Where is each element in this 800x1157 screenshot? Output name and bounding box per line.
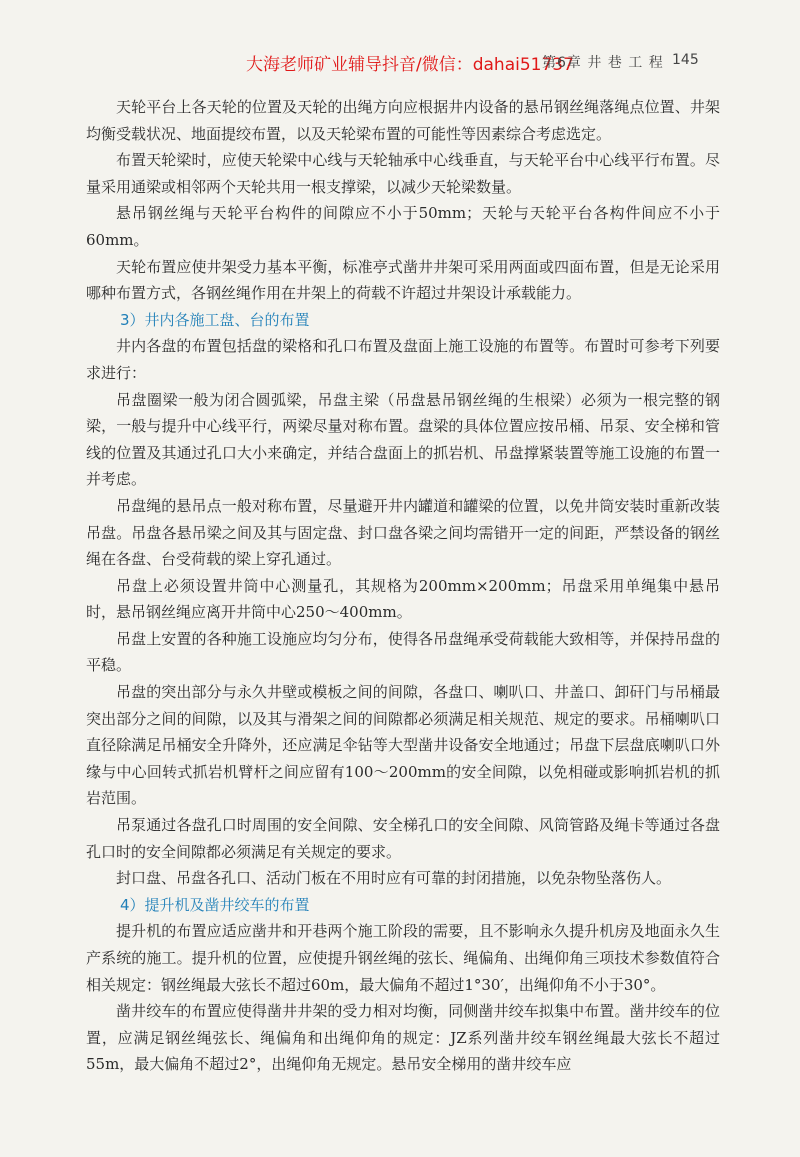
paragraph: 吊泵通过各盘孔口时周围的安全间隙、安全梯孔口的安全间隙、风筒管路及绳卡等通过各盘孔口时的安全间隙都必须满足有关规定的要求。 bbox=[86, 816, 720, 861]
paragraph: 悬吊钢丝绳与天轮平台构件的间隙应不小于50mm；天轮与天轮平台各构件间应不小于60mm。 bbox=[86, 204, 720, 249]
paragraph: 吊盘圈梁一般为闭合圆弧梁，吊盘主梁（吊盘悬吊钢丝绳的生根梁）必须为一根完整的钢梁，一般与提升中心线平行，两梁尽量对称布置。盘梁的具体位置应按吊桶、吊泵、安全梯和管线的位置及其通过孔口大小来确定，并结合盘面上的抓岩机、吊盘撑紧装置等施工设施的布置一并考虑。 bbox=[86, 390, 720, 489]
chapter-title: 第6章 井 巷 工 程 bbox=[542, 55, 664, 71]
paragraph: 布置天轮梁时，应使天轮梁中心线与天轮轴承中心线垂直，与天轮平台中心线平行布置。尽量采用通梁或相邻两个天轮共用一根支撑梁，以减少天轮梁数量。 bbox=[86, 151, 720, 196]
paragraph: 吊盘绳的悬吊点一般对称布置，尽量避开井内罐道和罐梁的位置，以免井筒安装时重新改装吊盘。吊盘各悬吊梁之间及其与固定盘、封口盘各梁之间均需错开一定的间距，严禁设备的钢丝绳在各盘、台受荷载的梁上穿孔通过。 bbox=[86, 496, 720, 569]
watermark-text: 大海老师矿业辅导抖音/微信：dahai51737 bbox=[246, 55, 574, 75]
page-header bbox=[0, 50, 800, 80]
section-heading-3: 3）井内各施工盘、台的布置 bbox=[120, 310, 310, 329]
section-heading-4: 4）提升机及凿井绞车的布置 bbox=[120, 895, 310, 914]
paragraph: 天轮平台上各天轮的位置及天轮的出绳方向应根据井内设备的悬吊钢丝绳落绳点位置、井架均衡受载状况、地面提绞布置，以及天轮梁布置的可能性等因素综合考虑选定。 bbox=[86, 98, 720, 143]
paragraph: 吊盘上安置的各种施工设施应均匀分布，使得各吊盘绳承受荷载能大致相等，并保持吊盘的平稳。 bbox=[86, 629, 720, 675]
page-number: 145 bbox=[672, 52, 699, 68]
paragraph: 吊盘上必须设置井筒中心测量孔，其规格为200mm×200mm；吊盘采用单绳集中悬吊时，悬吊钢丝绳应离开井筒中心250～400mm。 bbox=[86, 576, 720, 622]
paragraph: 井内各盘的布置包括盘的梁格和孔口布置及盘面上施工设施的布置等。布置时可参考下列要求进行： bbox=[86, 337, 720, 382]
page-body bbox=[86, 94, 720, 1078]
paragraph: 凿井绞车的布置应使得凿井井架的受力相对均衡，同侧凿井绞车拟集中布置。凿井绞车的位置，应满足钢丝绳弦长、绳偏角和出绳仰角的规定：JZ系列凿井绞车钢丝绳最大弦长不超过55m，最大偏角不超过2°，出绳仰角无规定。悬吊安全梯用的凿井绞车应 bbox=[86, 1002, 720, 1074]
paragraph: 天轮布置应使井架受力基本平衡，标准亭式凿井井架可采用两面或四面布置，但是无论采用哪种布置方式，各钢丝绳作用在井架上的荷载不许超过井架设计承载能力。 bbox=[86, 257, 720, 303]
paragraph: 吊盘的突出部分与永久井壁或模板之间的间隙，各盘口、喇叭口、井盖口、卸矸门与吊桶最突出部分之间的间隙，以及其与滑架之间的间隙都必须满足相关规范、规定的要求。吊桶喇叭口直径除满足吊桶安全升降外，还应满足伞钻等大型凿井设备安全地通过；吊盘下层盘底喇叭口外缘与中心回转式抓岩机臂杆之间应留有100～200mm的安全间隙，以免相碰或影响抓岩机的抓岩范围。 bbox=[86, 683, 720, 808]
paragraph: 提升机的布置应适应凿井和开巷两个施工阶段的需要，且不影响永久提升机房及地面永久生产系统的施工。提升机的位置，应使提升钢丝绳的弦长、绳偏角、出绳仰角三项技术参数值符合相关规定：钢丝绳最大弦长不超过60m，最大偏角不超过1°30′，出绳仰角不小于30°。 bbox=[86, 922, 720, 994]
paragraph: 封口盘、吊盘各孔口、活动门板在不用时应有可靠的封闭措施，以免杂物坠落伤人。 bbox=[116, 869, 672, 888]
